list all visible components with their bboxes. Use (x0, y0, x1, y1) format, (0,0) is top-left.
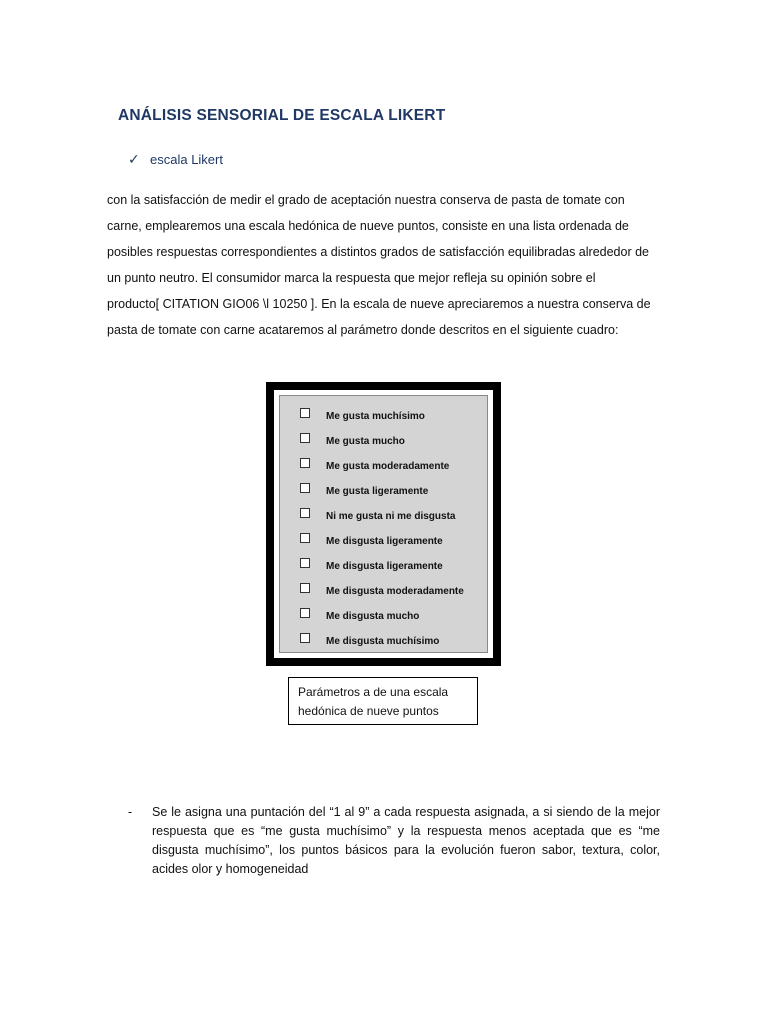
caption-line: hedónica de nueve puntos (298, 704, 439, 718)
scale-option-label: Me disgusta moderadamente (326, 585, 464, 597)
scale-option (300, 533, 443, 549)
scale-option-label: Me gusta muchísimo (326, 410, 425, 422)
dash-item-line: Se le asigna una puntación del “1 al 9” a cada respuesta asignada, a si siendo de la mejor (152, 805, 660, 819)
dash-marker: - (128, 805, 133, 819)
hedonic-scale-panel (279, 395, 488, 653)
paragraph-line: carne, emplearemos una escala hedónica de nueve puntos, consiste en una lista ordenada de (107, 219, 629, 233)
scale-option (300, 483, 428, 499)
checkbox-icon (300, 558, 310, 568)
checkbox-icon (300, 433, 310, 443)
checkbox-icon (300, 458, 310, 468)
scale-option (300, 633, 439, 649)
scale-option-label: Me gusta ligeramente (326, 485, 429, 497)
figure-caption (288, 677, 478, 725)
caption-line: Parámetros a de una escala (298, 685, 449, 699)
scale-option-label: Me disgusta ligeramente (326, 560, 443, 572)
paragraph-line: un punto neutro. El consumidor marca la respuesta que mejor refleja su opinión sobre el (107, 271, 596, 285)
checkbox-icon (300, 533, 310, 543)
scale-option (300, 433, 405, 449)
checkmark-icon: ✓ (128, 151, 140, 167)
hedonic-scale-figure (266, 382, 501, 666)
scale-option-label: Me disgusta ligeramente (326, 535, 443, 547)
dash-item-line: acides olor y homogeneidad (152, 862, 309, 876)
dash-item-line: disgusta muchísimo”, los puntos básicos para la evolución fueron sabor, textura, color, (152, 843, 660, 857)
section-heading: ANÁLISIS SENSORIAL DE ESCALA LIKERT (118, 107, 446, 124)
body-paragraph (107, 187, 667, 343)
scale-option (300, 408, 425, 424)
paragraph-line: con la satisfacción de medir el grado de aceptación nuestra conserva de pasta de tomate con (107, 193, 625, 207)
paragraph-line: producto[ CITATION GIO06 \l 10250 ]. En la escala de nueve apreciaremos a nuestra conserva de (107, 297, 651, 311)
checkbox-icon (300, 633, 310, 643)
checkbox-icon (300, 608, 310, 618)
dash-item-line: respuesta que es “me gusta muchísimo” y la respuesta menos aceptada que es “me (152, 824, 660, 838)
checkbox-icon (300, 508, 310, 518)
dash-item-text (152, 803, 660, 879)
scale-option (300, 583, 464, 599)
checkbox-icon (300, 483, 310, 493)
checkbox-icon (300, 583, 310, 593)
bullet-text: escala Likert (150, 152, 223, 167)
scale-option-label: Me disgusta mucho (326, 610, 420, 622)
scale-option-label: Me disgusta muchísimo (326, 635, 440, 647)
scale-option (300, 458, 449, 474)
scale-option (300, 508, 455, 524)
scale-option (300, 608, 419, 624)
scale-option (300, 558, 443, 574)
checkbox-icon (300, 408, 310, 418)
scale-option-label: Me gusta mucho (326, 435, 405, 447)
bullet-item (128, 151, 223, 168)
paragraph-line: posibles respuestas correspondientes a distintos grados de satisfacción equilibradas alrededor de (107, 245, 649, 259)
paragraph-line: pasta de tomate con carne acataremos al parámetro donde descritos en el siguiente cuadro: (107, 323, 619, 337)
scale-option-label: Ni me gusta ni me disgusta (326, 510, 456, 522)
scale-option-label: Me gusta moderadamente (326, 460, 450, 472)
